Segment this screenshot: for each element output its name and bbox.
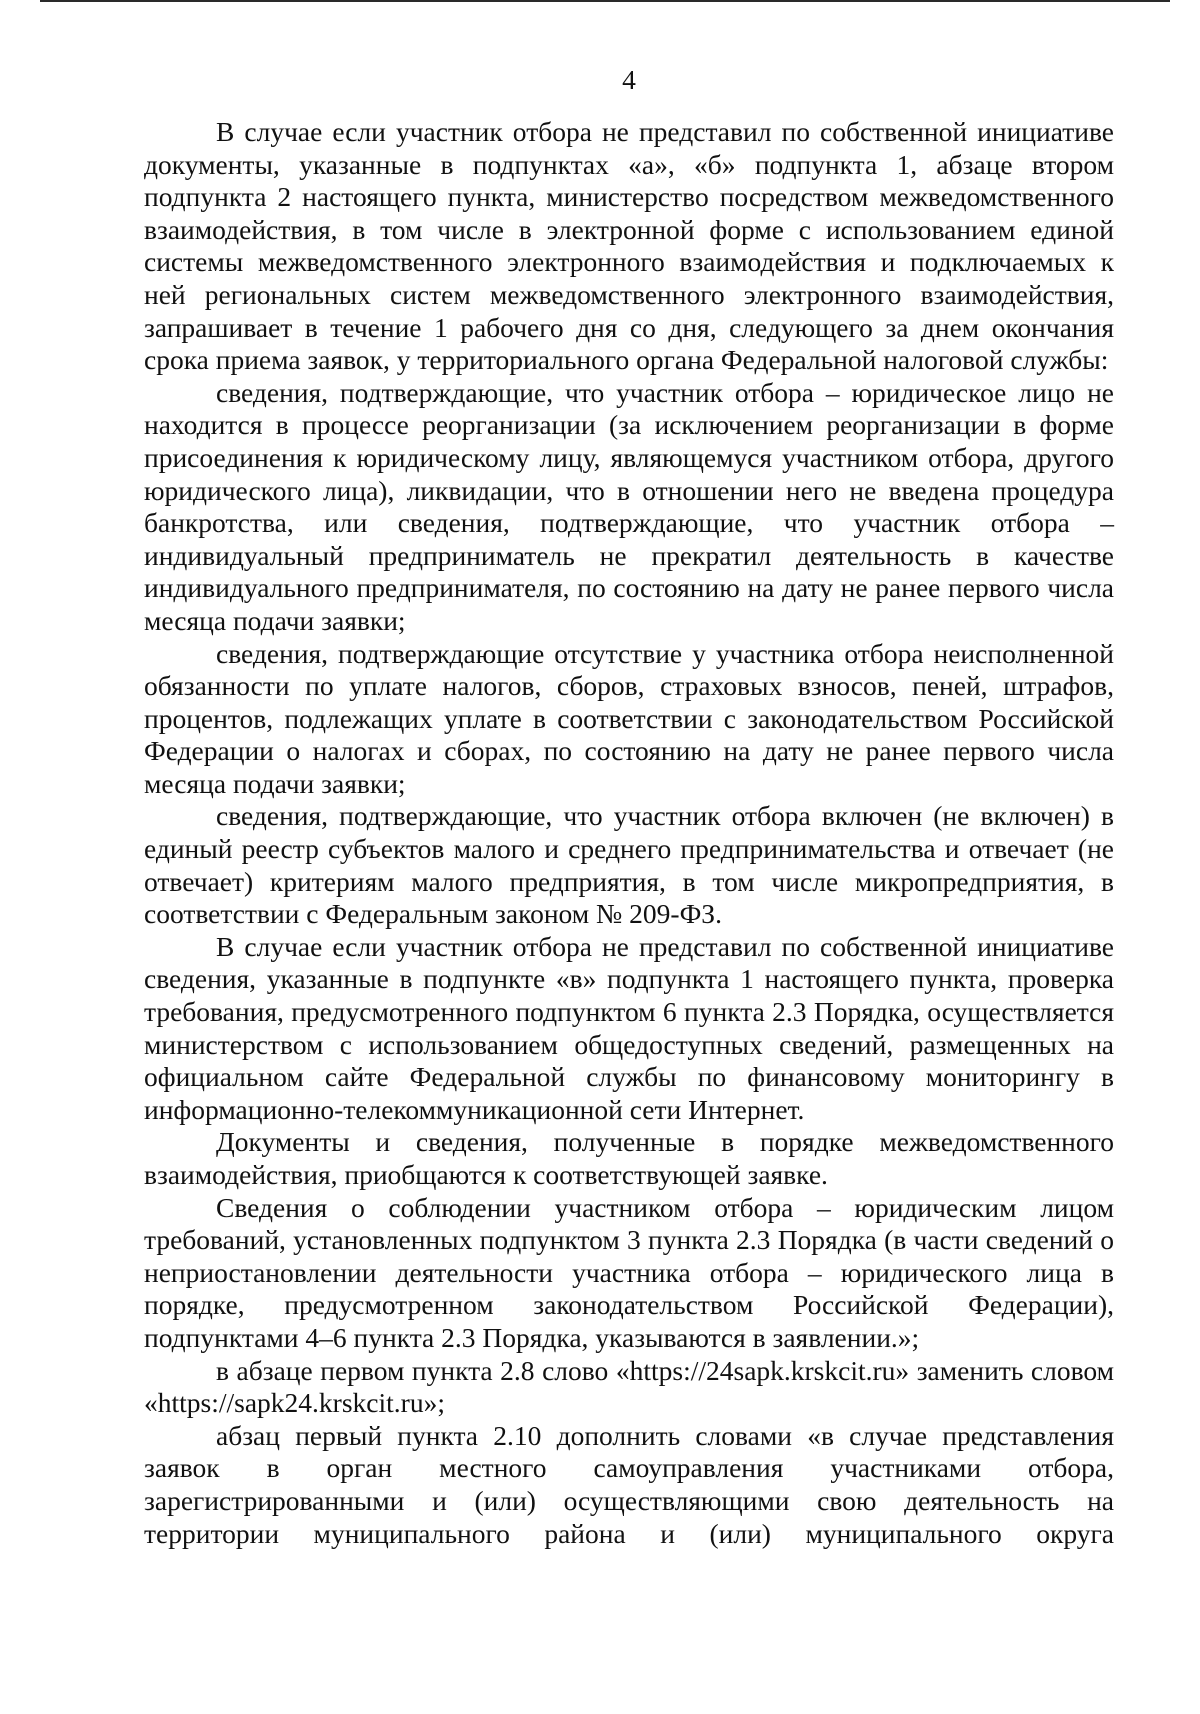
paragraph-5: В случае если участник отбора не представил по собственной инициативе сведения, указанные в подпункте «в» подпункта 1 настоящего пункта, проверка требования, предусмотренного подпунктом 6 пункта 2.3 Порядка, осуществляется министерством с использованием общедоступных сведений, размещенных на официальном сайте Федеральной службы по финансовому мониторингу в информационно-телекоммуникационной сети Интернет.	[144, 930, 1114, 1125]
document-page	[144, 60, 1114, 1550]
paragraph-2: сведения, подтверждающие, что участник отбора – юридическое лицо не находится в процессе реорганизации (за исключением реорганизации в форме присоединения к юридическому лицу, являющемуся участником отбора, другого юридического лица), ликвидации, что в отношении него не введена процедура банкротства, или сведения, подтверждающие, что участник отбора – индивидуальный предприниматель не прекратил деятельность в качестве индивидуального предпринимателя, по состоянию на дату не ранее первого числа месяца подачи заявки;	[144, 376, 1114, 636]
paragraph-3: сведения, подтверждающие отсутствие у участника отбора неисполненной обязанности по уплате налогов, сборов, страховых взносов, пеней, штрафов, процентов, подлежащих уплате в соответствии с законодательством Российской Федерации о налогах и сборах, по состоянию на дату не ранее первого числа месяца подачи заявки;	[144, 637, 1114, 799]
paragraph-6: Документы и сведения, полученные в порядке межведомственного взаимодействия, приобщаются к соответствующей заявке.	[144, 1126, 1114, 1190]
paragraph-7: Сведения о соблюдении участником отбора – юридическим лицом требований, установленных подпунктом 3 пункта 2.3 Порядка (в части сведений о неприостановлении деятельности участника отбора – юридического лица в порядке, предусмотренном законодательством Российской Федерации), подпунктами 4–6 пункта 2.3 Порядка, указываются в заявлении.»;	[144, 1191, 1114, 1353]
paragraph-4: сведения, подтверждающие, что участник отбора включен (не включен) в единый реестр субъектов малого и среднего предпринимательства и отвечает (не отвечает) критериям малого предприятия, в том числе микропредприятия, в соответствии с Федеральным законом № 209-ФЗ.	[144, 800, 1114, 930]
paragraph-8: в абзаце первом пункта 2.8 слово «https://24sapk.krskcit.ru» заменить словом «https://sapk24.krskcit.ru»;	[144, 1354, 1114, 1419]
paragraph-1: В случае если участник отбора не представил по собственной инициативе документы, указанные в подпунктах «а», «б» подпункта 1, абзаце втором подпункта 2 настоящего пункта, министерство посредством межведомственного взаимодействия, в том числе в электронной форме с использованием единой системы межведомственного электронного взаимодействия и подключаемых к ней региональных систем межведомственного электронного взаимодействия, запрашивает в течение 1 рабочего дня со дня, следующего за днем окончания срока приема заявок, у территориального органа Федеральной налоговой службы:	[144, 116, 1114, 376]
page-number: 4	[622, 64, 636, 95]
paragraph-9: абзац первый пункта 2.10 дополнить словами «в случае представления заявок в орган местного самоуправления участниками отбора, зарегистрированными и (или) осуществляющими свою деятельность на территории муниципального района и (или) муниципального округа	[144, 1419, 1114, 1549]
top-border-line	[40, 0, 1170, 2]
